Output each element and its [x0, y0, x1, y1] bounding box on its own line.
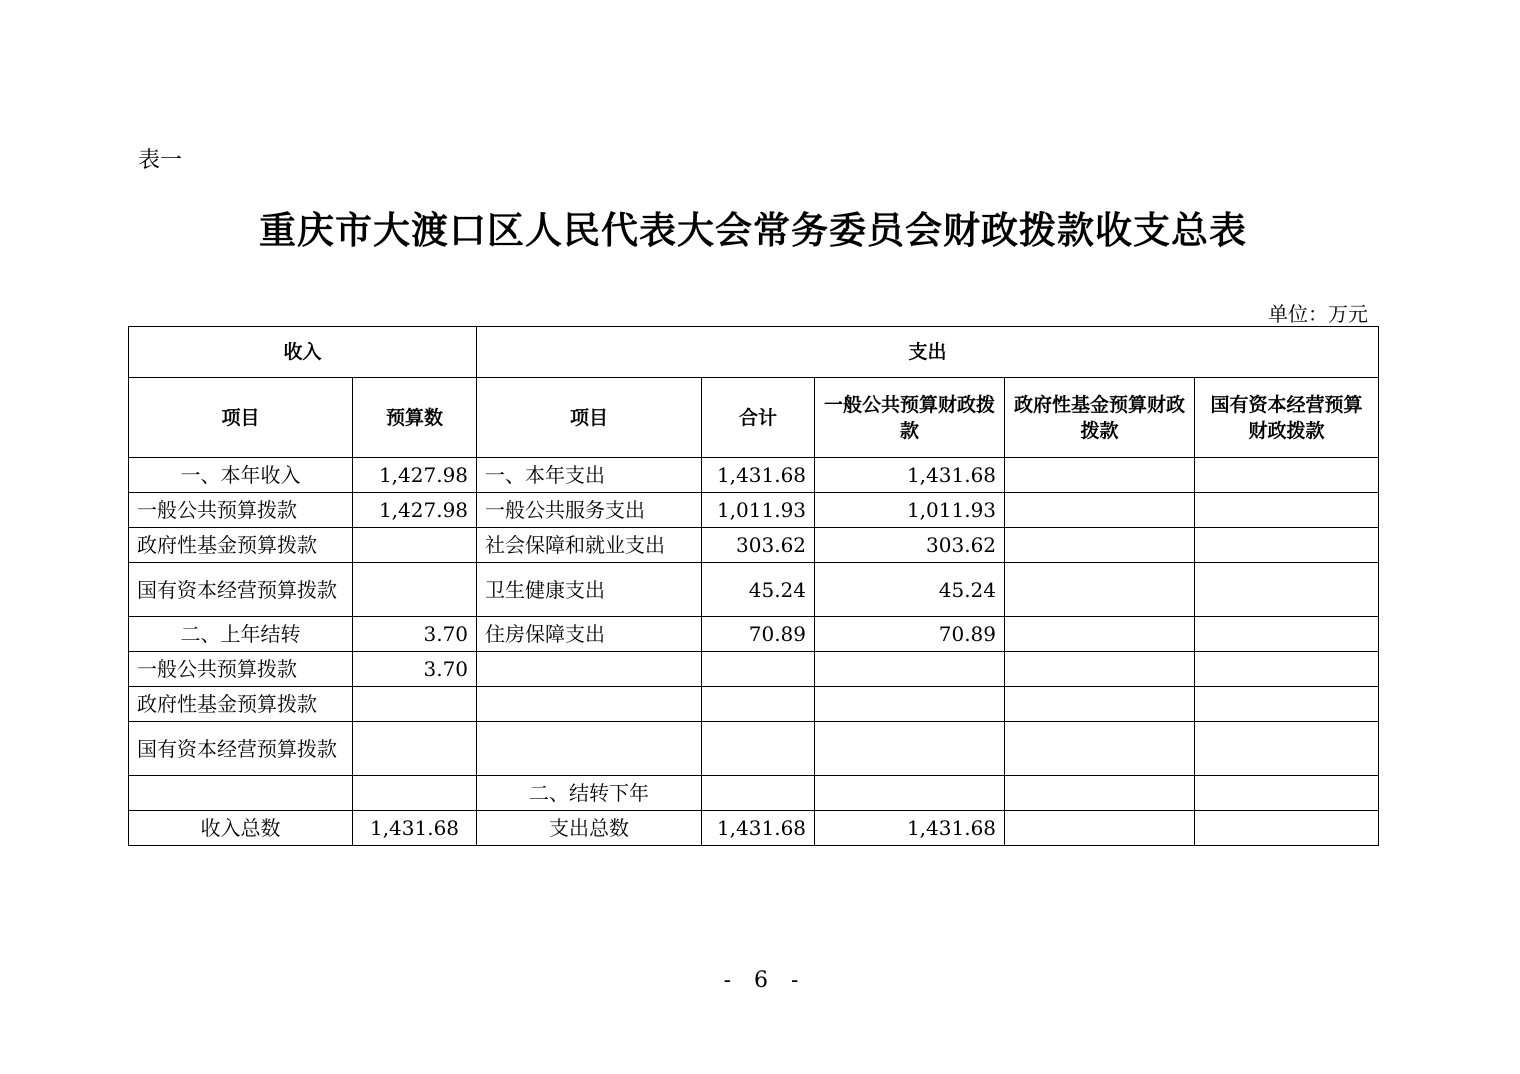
col-expense-item: 项目	[477, 378, 702, 458]
finance-table	[128, 326, 1379, 846]
col-budget: 预算数	[353, 378, 477, 458]
unit-label: 单位：万元	[1268, 302, 1368, 326]
table-row	[129, 652, 1379, 687]
expense-state-capital-total	[1195, 811, 1379, 846]
income-budget: 1,427.98	[353, 458, 477, 493]
income-total-label: 收入总数	[129, 811, 353, 846]
expense-gov-fund	[1005, 722, 1195, 776]
col-general-budget: 一般公共预算财政拨款	[815, 378, 1005, 458]
expense-item: 住房保障支出	[477, 617, 702, 652]
expense-general	[815, 652, 1005, 687]
table-label: 表一	[138, 148, 183, 173]
expense-state-capital	[1195, 722, 1379, 776]
expense-state-capital	[1195, 687, 1379, 722]
income-item: 国有资本经营预算拨款	[129, 563, 353, 617]
income-item	[129, 776, 353, 811]
expense-total	[702, 687, 815, 722]
income-budget: 1,427.98	[353, 493, 477, 528]
expense-item	[477, 687, 702, 722]
expense-gov-fund	[1005, 528, 1195, 563]
expense-item: 社会保障和就业支出	[477, 528, 702, 563]
table-row	[129, 563, 1379, 617]
expense-gov-fund	[1005, 652, 1195, 687]
expense-total: 303.62	[702, 528, 815, 563]
expense-total	[702, 776, 815, 811]
expense-general	[815, 687, 1005, 722]
header-row-columns	[129, 378, 1379, 458]
expense-general: 45.24	[815, 563, 1005, 617]
expense-gov-fund	[1005, 563, 1195, 617]
income-item: 政府性基金预算拨款	[129, 528, 353, 563]
table-row	[129, 528, 1379, 563]
income-budget	[353, 528, 477, 563]
expense-item	[477, 722, 702, 776]
expense-total-value: 1,431.68	[702, 811, 815, 846]
expense-item: 一、本年支出	[477, 458, 702, 493]
header-row-top	[129, 327, 1379, 378]
expense-state-capital	[1195, 528, 1379, 563]
income-budget	[353, 687, 477, 722]
expense-total-label: 支出总数	[477, 811, 702, 846]
page-title: 重庆市大渡口区人民代表大会常务委员会财政拨款收支总表	[259, 209, 1247, 252]
expense-gov-fund	[1005, 617, 1195, 652]
totals-row	[129, 811, 1379, 846]
expense-item	[477, 652, 702, 687]
income-item: 一般公共预算拨款	[129, 652, 353, 687]
income-item: 一、本年收入	[129, 458, 353, 493]
table-row	[129, 776, 1379, 811]
income-budget	[353, 776, 477, 811]
income-item: 二、上年结转	[129, 617, 353, 652]
expense-general: 303.62	[815, 528, 1005, 563]
expense-gov-fund	[1005, 493, 1195, 528]
expense-state-capital	[1195, 458, 1379, 493]
page-number: - 6 -	[723, 968, 807, 993]
col-state-capital: 国有资本经营预算财政拨款	[1195, 378, 1379, 458]
expense-general-total: 1,431.68	[815, 811, 1005, 846]
income-budget	[353, 563, 477, 617]
table-row	[129, 493, 1379, 528]
income-budget: 3.70	[353, 617, 477, 652]
expense-total	[702, 652, 815, 687]
expense-item: 一般公共服务支出	[477, 493, 702, 528]
expense-gov-fund	[1005, 776, 1195, 811]
expense-gov-fund	[1005, 458, 1195, 493]
table-row	[129, 458, 1379, 493]
expense-total: 1,431.68	[702, 458, 815, 493]
expense-general: 70.89	[815, 617, 1005, 652]
income-header: 收入	[129, 327, 477, 378]
income-item: 国有资本经营预算拨款	[129, 722, 353, 776]
expense-state-capital	[1195, 776, 1379, 811]
expense-state-capital	[1195, 652, 1379, 687]
expense-general	[815, 722, 1005, 776]
expense-total: 45.24	[702, 563, 815, 617]
col-income-item: 项目	[129, 378, 353, 458]
expense-item: 二、结转下年	[477, 776, 702, 811]
expense-general: 1,011.93	[815, 493, 1005, 528]
expense-state-capital	[1195, 563, 1379, 617]
expense-header: 支出	[477, 327, 1379, 378]
income-total-value: 1,431.68	[353, 811, 477, 846]
table-row	[129, 617, 1379, 652]
income-item: 一般公共预算拨款	[129, 493, 353, 528]
expense-total	[702, 722, 815, 776]
expense-gov-fund	[1005, 687, 1195, 722]
expense-gov-fund-total	[1005, 811, 1195, 846]
col-gov-fund: 政府性基金预算财政拨款	[1005, 378, 1195, 458]
expense-total: 1,011.93	[702, 493, 815, 528]
expense-state-capital	[1195, 617, 1379, 652]
expense-general	[815, 776, 1005, 811]
income-budget	[353, 722, 477, 776]
income-item: 政府性基金预算拨款	[129, 687, 353, 722]
expense-total: 70.89	[702, 617, 815, 652]
expense-general: 1,431.68	[815, 458, 1005, 493]
expense-state-capital	[1195, 493, 1379, 528]
expense-item: 卫生健康支出	[477, 563, 702, 617]
table-row	[129, 687, 1379, 722]
table-row	[129, 722, 1379, 776]
income-budget: 3.70	[353, 652, 477, 687]
col-total: 合计	[702, 378, 815, 458]
